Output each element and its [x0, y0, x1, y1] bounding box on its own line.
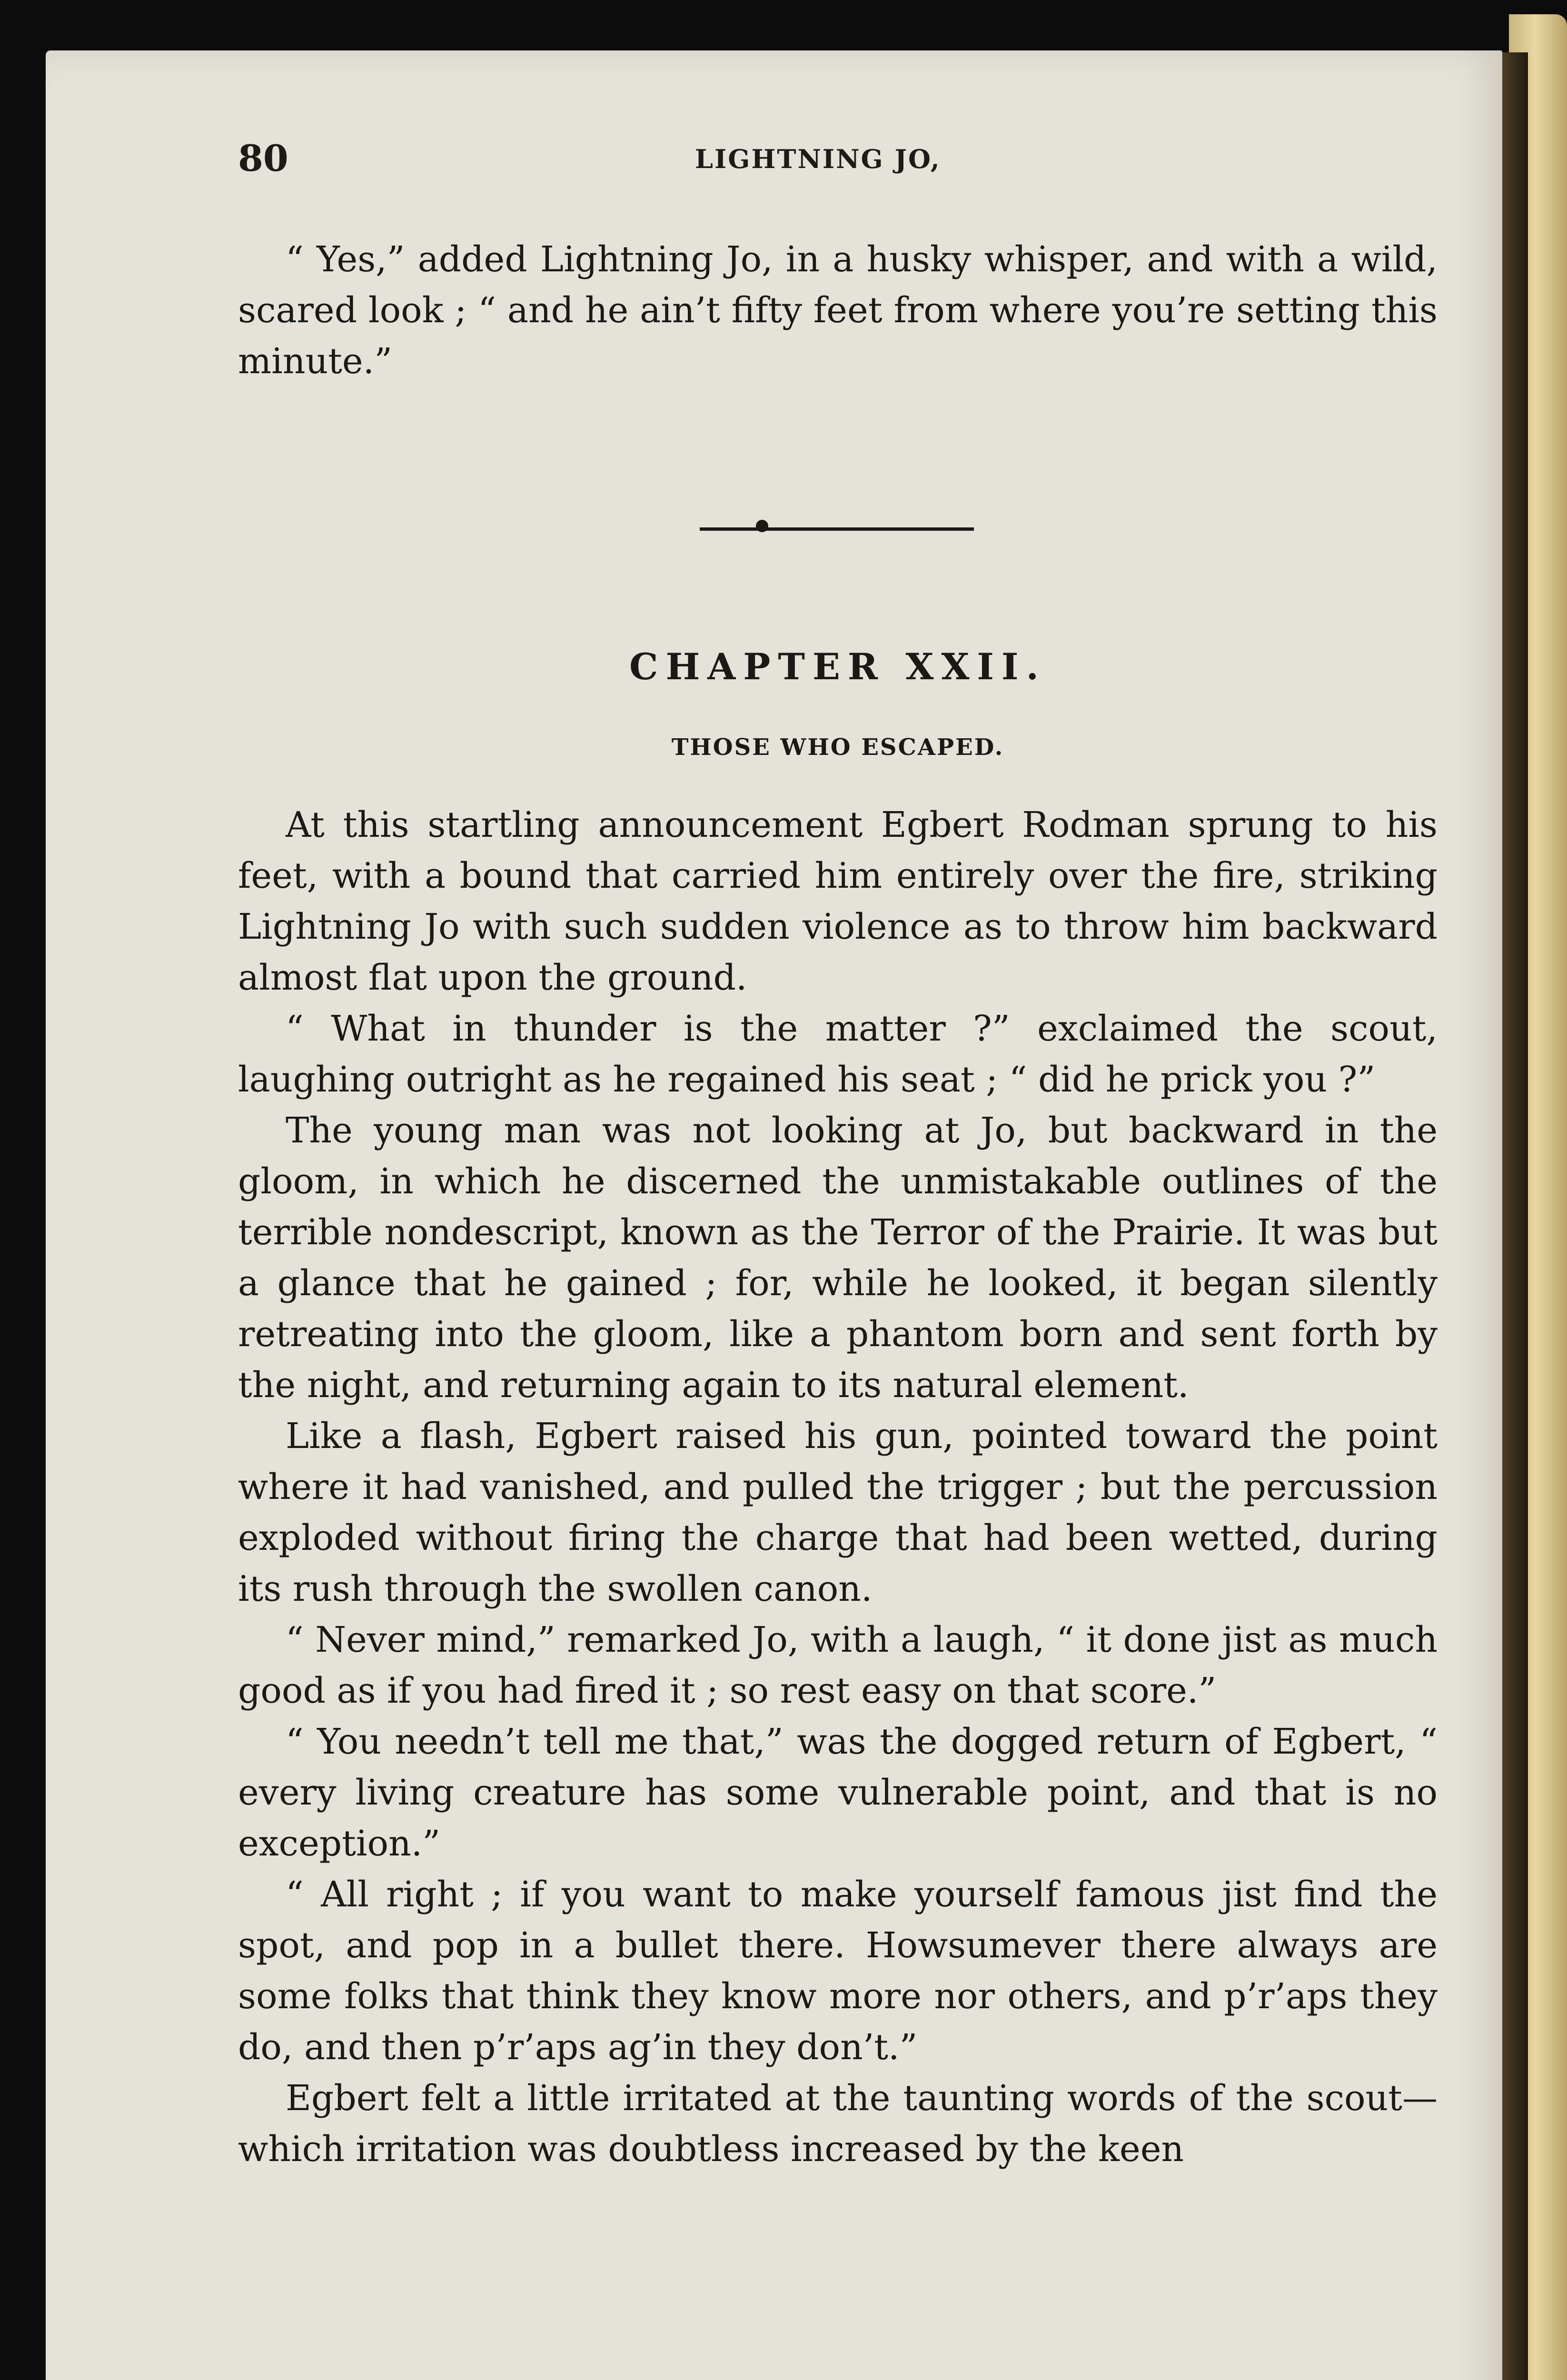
paragraph: The young man was not looking at Jo, but backward in the gloom, in which he discerned the unmistakable outlines of the terrible nondescript, known as the Terror of the Prairie. It was but a glance that he gained ; for, while he looked, it began silently retreating into the gloom, like a phantom born and sent forth by the night, and returning again to its natural element. [238, 1110, 1438, 1406]
chapter-subtitle: THOSE WHO ESCAPED. [671, 734, 1004, 761]
paragraph: Egbert felt a little irritated at the taunting words of the scout—which irritation was doubtless increased by the keen [238, 2078, 1438, 2170]
chapter-title: CHAPTER XXII. [629, 645, 1046, 688]
paragraph: “ You needn’t tell me that,” was the dogged return of Egbert, “ every living creature has some vulnerable point, and that is no exception.” [238, 1721, 1438, 1864]
chapter-body [238, 800, 1438, 2175]
divider-dot [756, 520, 768, 532]
opening-text [238, 234, 1438, 387]
paragraph: At this startling announcement Egbert Rodman sprung to his feet, with a bound that carried him entirely over the fire, striking Lightning Jo with such sudden violence as to throw him backward almost flat upon the ground. [238, 804, 1438, 998]
page-header [238, 137, 1438, 180]
paragraph: “ What in thunder is the matter ?” exclaimed the scout, laughing outright as he regained his seat ; “ did he prick you ?” [238, 1008, 1438, 1100]
paragraph: Like a flash, Egbert raised his gun, pointed toward the point where it had vanished, and pulled the trigger ; but the percussion exploded without firing the charge that had been wetted, during its rush through the swollen canon. [238, 1416, 1438, 1609]
divider-line [700, 527, 974, 531]
page-number: 80 [238, 137, 288, 179]
paragraph: “ Yes,” added Lightning Jo, in a husky whisper, and with a wild, scared look ; “ and he ain’t fifty feet from where you’re setting this minute.” [238, 239, 1438, 382]
paragraph: “ Never mind,” remarked Jo, with a laugh, “ it done jist as much good as if you had fired it ; so rest easy on that score.” [238, 1619, 1438, 1711]
running-title: LIGHTNING JO, [695, 144, 941, 174]
paragraph: “ All right ; if you want to make yourself famous jist find the spot, and pop in a bullet there. Howsumever there always are some folks that think they know more nor others, and p’r’aps they do, and then p’r’aps ag’in they don’t.” [238, 1874, 1438, 2068]
section-divider [700, 520, 974, 537]
